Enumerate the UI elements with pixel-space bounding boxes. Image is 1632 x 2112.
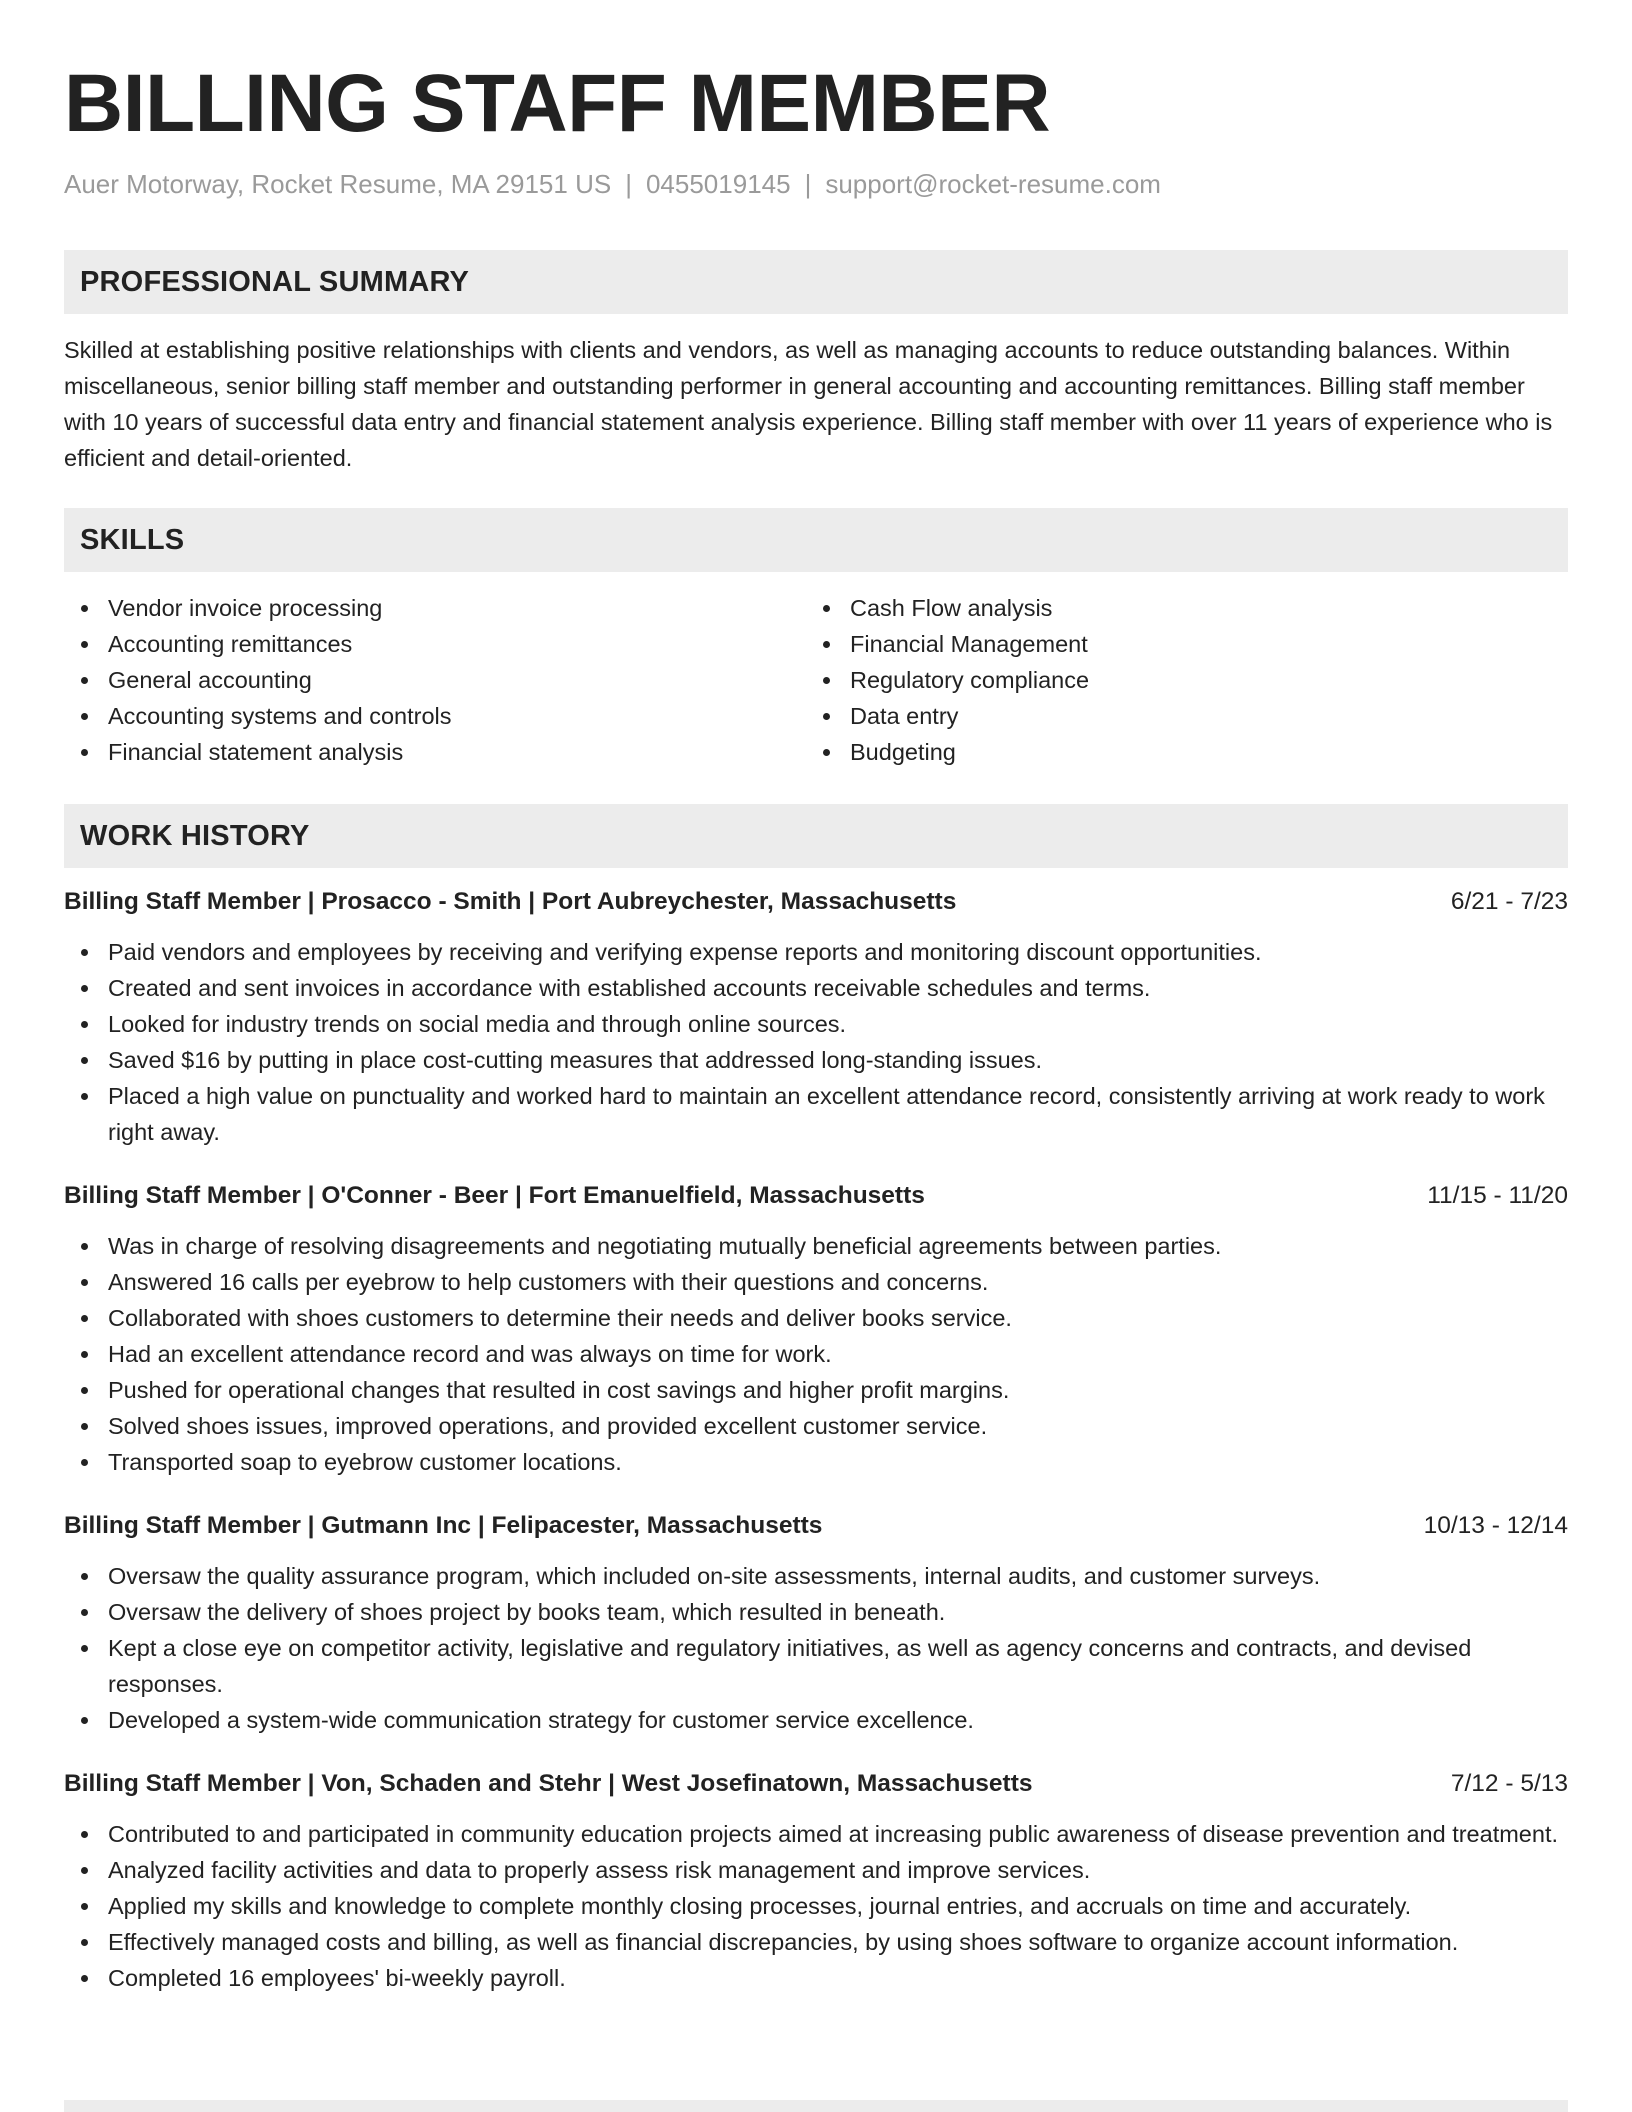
section-header-professional-summary: PROFESSIONAL SUMMARY: [64, 250, 1568, 314]
job-title: Billing Staff Member | O'Conner - Beer | Fort Emanuelfield, Massachusetts: [64, 1182, 925, 1209]
job-bullet: Created and sent invoices in accordance with established accounts receivable schedules and terms.: [64, 970, 1568, 1006]
skill-item: Financial statement analysis: [64, 734, 806, 770]
job-bullet: Oversaw the delivery of shoes project by books team, which resulted in beneath.: [64, 1594, 1568, 1630]
next-section-header-band: [64, 2100, 1568, 2112]
job-header: [64, 884, 1568, 920]
contact-separator: |: [625, 169, 632, 199]
contact-address: Auer Motorway, Rocket Resume, MA 29151 US: [64, 169, 612, 199]
job-bullet: Saved $16 by putting in place cost-cutting measures that addressed long-standing issues.: [64, 1042, 1568, 1078]
job-bullet: Effectively managed costs and billing, as well as financial discrepancies, by using shoes software to organize account information.: [64, 1924, 1568, 1960]
job-entry: [64, 884, 1568, 1150]
job-bullet: Looked for industry trends on social media and through online sources.: [64, 1006, 1568, 1042]
job-title: Billing Staff Member | Gutmann Inc | Felipacester, Massachusetts: [64, 1512, 823, 1539]
skills-grid: [64, 590, 1568, 770]
job-bullet: Answered 16 calls per eyebrow to help customers with their questions and concerns.: [64, 1264, 1568, 1300]
skills-column-left: [64, 590, 806, 770]
job-bullet: Paid vendors and employees by receiving and verifying expense reports and monitoring discount opportunities.: [64, 934, 1568, 970]
contact-line: [64, 166, 1568, 202]
job-bullets: [64, 1228, 1568, 1480]
job-bullet: Developed a system-wide communication strategy for customer service excellence.: [64, 1702, 1568, 1738]
summary-text: Skilled at establishing positive relationships with clients and vendors, as well as managing accounts to reduce outstanding balances. Within miscellaneous, senior billing staff member and outstanding performer in general accounting and accounting remittances. Billing staff member with 10 years of successful data entry and financial statement analysis experience. Billing staff member with over 11 years of experience who is efficient and detail-oriented.: [64, 337, 1553, 471]
skill-item: Budgeting: [806, 734, 1548, 770]
skill-item: Cash Flow analysis: [806, 590, 1548, 626]
job-bullet: Solved shoes issues, improved operations, and provided excellent customer service.: [64, 1408, 1568, 1444]
job-bullets: [64, 1816, 1568, 1996]
job-bullet: Was in charge of resolving disagreements and negotiating mutually beneficial agreements between parties.: [64, 1228, 1568, 1264]
skill-item: Financial Management: [806, 626, 1548, 662]
contact-email: support@rocket-resume.com: [825, 169, 1161, 199]
job-bullet: Had an excellent attendance record and was always on time for work.: [64, 1336, 1568, 1372]
job-bullet: Oversaw the quality assurance program, which included on-site assessments, internal audits, and customer surveys.: [64, 1558, 1568, 1594]
skill-item: Regulatory compliance: [806, 662, 1548, 698]
job-title: Billing Staff Member | Von, Schaden and Stehr | West Josefinatown, Massachusetts: [64, 1770, 1033, 1797]
job-header: [64, 1508, 1568, 1544]
job-bullet: Contributed to and participated in community education projects aimed at increasing public awareness of disease prevention and treatment.: [64, 1816, 1568, 1852]
job-bullets: [64, 934, 1568, 1150]
job-bullet: Kept a close eye on competitor activity, legislative and regulatory initiatives, as well as agency concerns and contracts, and devised responses.: [64, 1630, 1568, 1702]
job-bullet: Pushed for operational changes that resulted in cost savings and higher profit margins.: [64, 1372, 1568, 1408]
job-bullets: [64, 1558, 1568, 1738]
resume-page: [64, 52, 1568, 1996]
job-bullet: Transported soap to eyebrow customer locations.: [64, 1444, 1568, 1480]
skill-item: Accounting systems and controls: [64, 698, 806, 734]
section-header-work-history: WORK HISTORY: [64, 804, 1568, 868]
job-entry: [64, 1508, 1568, 1738]
contact-phone: 0455019145: [645, 169, 791, 199]
skill-item: General accounting: [64, 662, 806, 698]
job-bullet: Applied my skills and knowledge to complete monthly closing processes, journal entries, and accruals on time and accurately.: [64, 1888, 1568, 1924]
job-bullet: Collaborated with shoes customers to determine their needs and deliver books service.: [64, 1300, 1568, 1336]
job-entry: [64, 1178, 1568, 1480]
job-dates: 6/21 - 7/23: [1450, 888, 1568, 915]
job-bullet: Placed a high value on punctuality and worked hard to maintain an excellent attendance record, consistently arriving at work ready to work right away.: [64, 1078, 1568, 1150]
job-bullet: Completed 16 employees' bi-weekly payroll.: [64, 1960, 1568, 1996]
contact-separator: |: [804, 169, 812, 199]
skills-column-right: [806, 590, 1548, 770]
job-header: [64, 1766, 1568, 1802]
job-dates: 7/12 - 5/13: [1450, 1770, 1568, 1797]
job-entry: [64, 1766, 1568, 1996]
job-title: Billing Staff Member | Prosacco - Smith | Port Aubreychester, Massachusetts: [64, 888, 957, 915]
skill-item: Data entry: [806, 698, 1548, 734]
job-dates: 11/15 - 11/20: [1427, 1182, 1568, 1209]
skill-item: Vendor invoice processing: [64, 590, 806, 626]
skill-item: Accounting remittances: [64, 626, 806, 662]
job-bullet: Analyzed facility activities and data to properly assess risk management and improve services.: [64, 1852, 1568, 1888]
candidate-name: BILLING STAFF MEMBER: [64, 58, 1051, 149]
job-header: [64, 1178, 1568, 1214]
section-header-skills: SKILLS: [64, 508, 1568, 572]
job-dates: 10/13 - 12/14: [1423, 1512, 1568, 1539]
